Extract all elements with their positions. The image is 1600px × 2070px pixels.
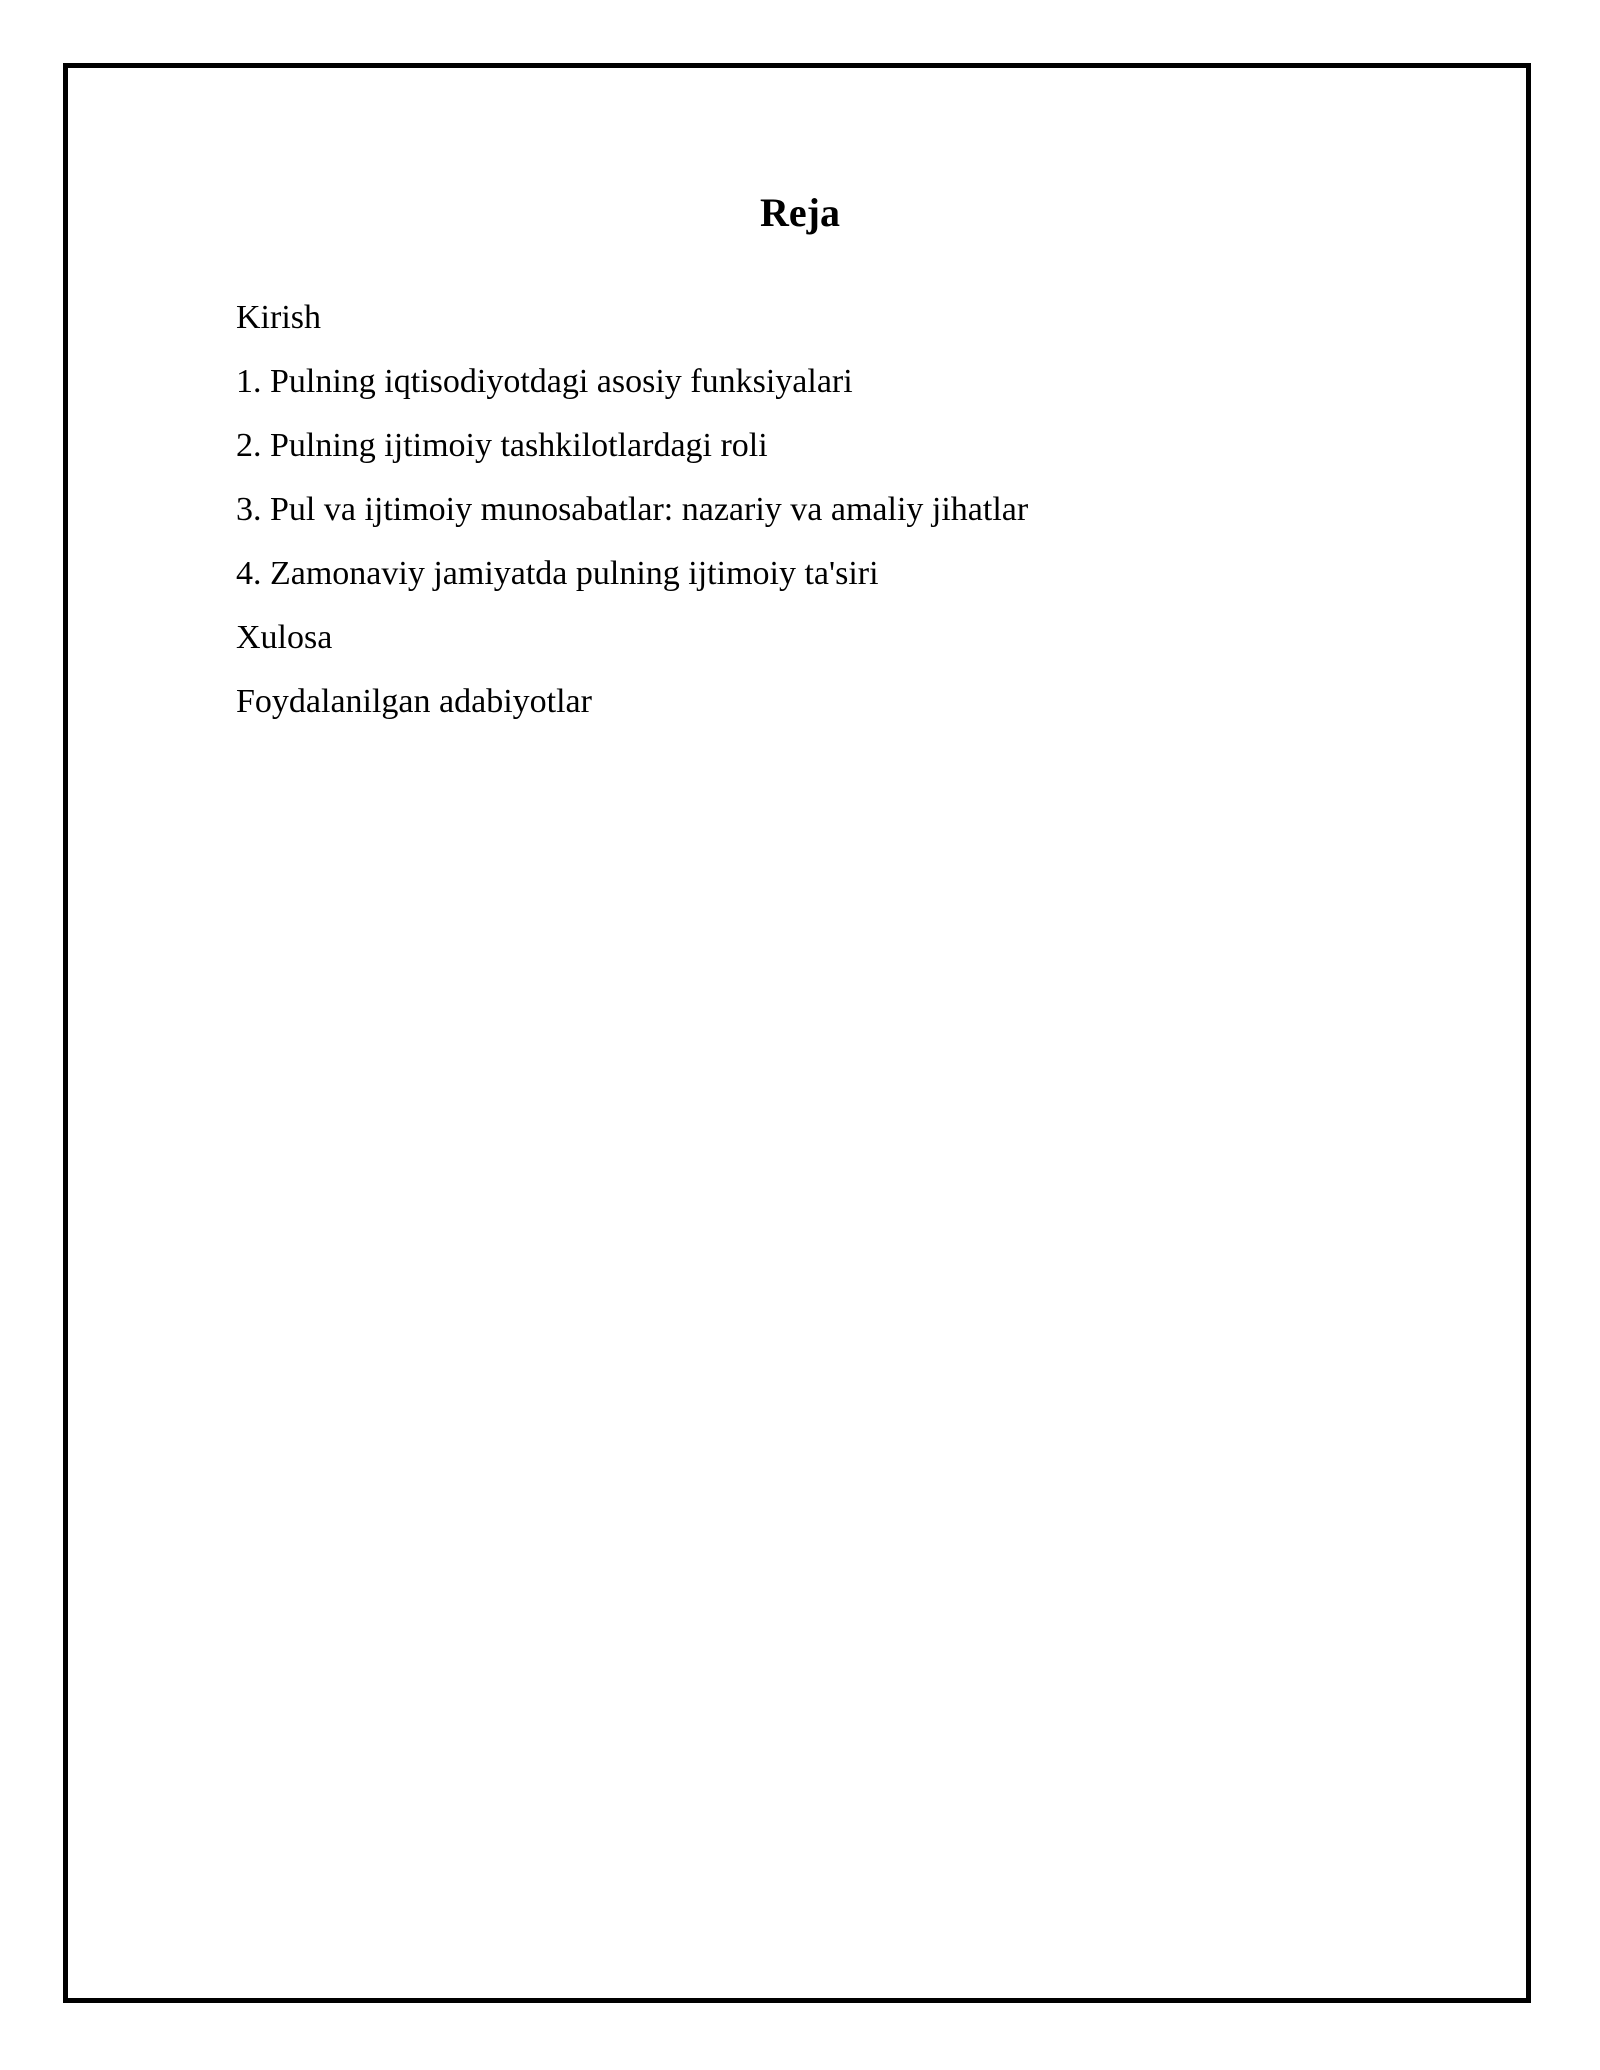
- plan-item-3: 3. Pul va ijtimoiy munosabatlar: nazariy va amaliy jihatlar: [236, 491, 1029, 528]
- page-title: Reja: [760, 190, 840, 235]
- plan-item-2: 2. Pulning ijtimoiy tashkilotlardagi roli: [236, 427, 768, 464]
- plan-item-introduction: Kirish: [236, 299, 321, 336]
- plan-item-conclusion: Xulosa: [236, 619, 333, 656]
- plan-list: [236, 286, 1028, 734]
- plan-item-1: 1. Pulning iqtisodiyotdagi asosiy funksiyalari: [236, 363, 853, 400]
- plan-item-4: 4. Zamonaviy jamiyatda pulning ijtimoiy ta'siri: [236, 555, 879, 592]
- plan-item-references: Foydalanilgan adabiyotlar: [236, 683, 592, 720]
